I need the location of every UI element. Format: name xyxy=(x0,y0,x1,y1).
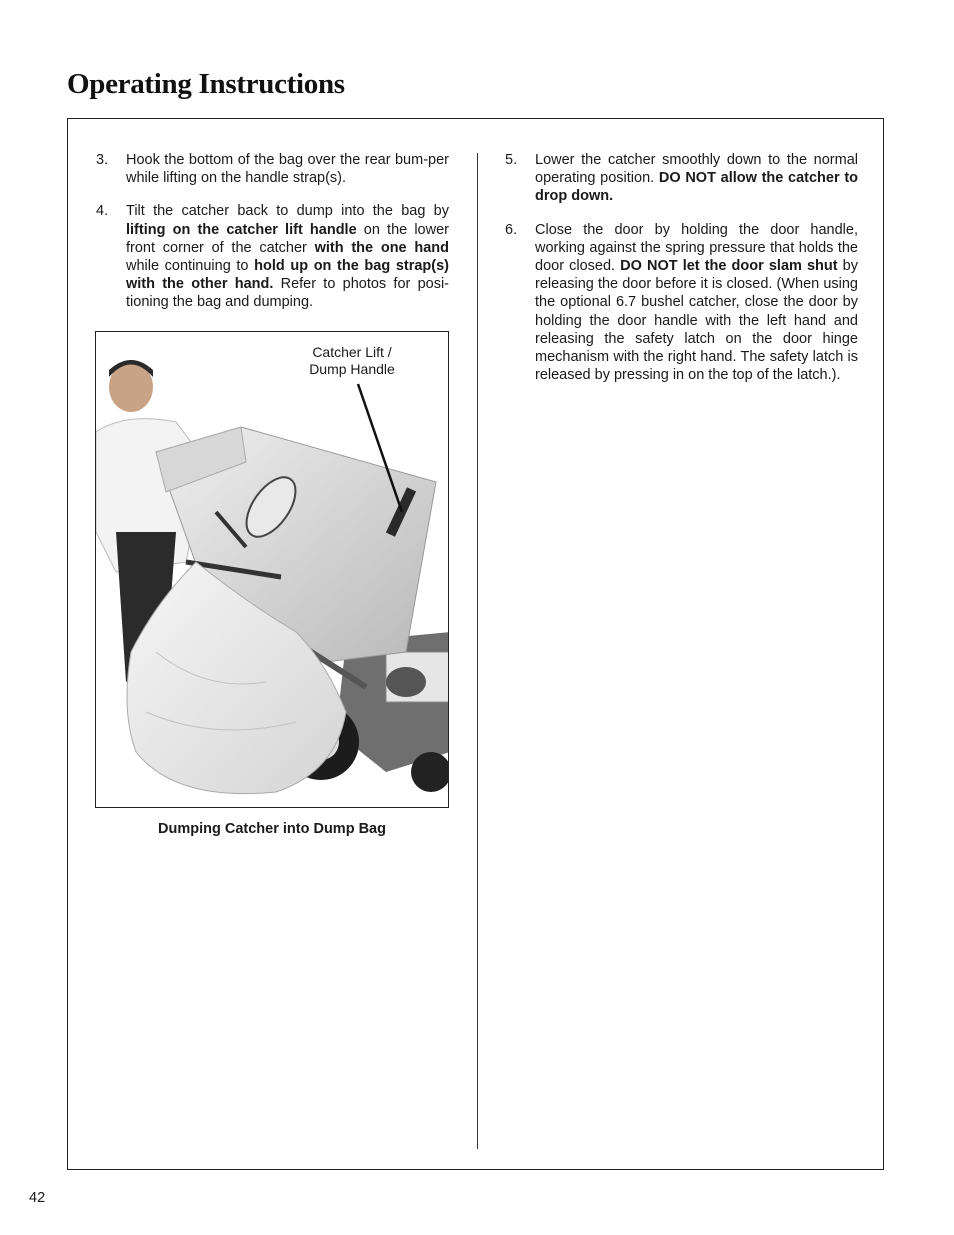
step-3 xyxy=(96,151,449,187)
step-text xyxy=(126,151,449,187)
step-5 xyxy=(505,151,858,206)
left-column-steps xyxy=(96,151,449,327)
step-text-bold: hold up on the bag strap(s) with the other hand. xyxy=(126,258,449,293)
callout-line-2: Dump Handle xyxy=(309,361,395,377)
step-text xyxy=(535,221,858,385)
step-4 xyxy=(96,202,449,311)
step-text-bold: lifting on the catcher lift handle xyxy=(126,221,357,238)
step-text-bold: DO NOT let the door slam shut xyxy=(620,258,838,275)
right-column-steps xyxy=(505,151,858,399)
handle-callout-label xyxy=(290,344,414,378)
step-text-bold: DO NOT allow the catcher to drop down. xyxy=(535,170,859,205)
step-number: 6. xyxy=(505,221,518,238)
step-text-run: on the lower front corner of the catcher xyxy=(126,221,449,256)
step-text xyxy=(535,151,858,206)
figure-caption: Dumping Catcher into Dump Bag xyxy=(158,821,386,837)
step-text-run: while continuing to xyxy=(126,258,255,275)
step-text-bold: with the one hand xyxy=(314,239,450,256)
step-6 xyxy=(505,221,858,385)
step-number: 5. xyxy=(505,152,518,168)
photo-illustration xyxy=(96,332,449,808)
step-text xyxy=(126,202,449,311)
step-text-run: Tilt the catcher back to dump into the bag by xyxy=(126,203,449,220)
column-divider xyxy=(477,153,478,1149)
catcher-dumping-photo xyxy=(95,331,449,808)
step-text-run: Hook the bottom of the bag over the rear bum-per while lifting on the handle strap(s). xyxy=(126,152,449,187)
step-text-run: by releasing the door before it is closed. (When using the optional 6.7 bushel catcher, close the door by holding the door handle with the left hand and releasing the safety latch on the door hinge mechanism with the right hand. The safety latch is released by pressing in on the top of the latch.). xyxy=(535,258,858,384)
step-text-run: Close the door by holding the door handle, working against the spring pressure that holds the door closed. xyxy=(535,221,858,275)
callout-line-1: Catcher Lift / xyxy=(312,344,392,360)
step-number: 4. xyxy=(96,203,109,220)
page-number: 42 xyxy=(29,1190,46,1206)
step-text-run: Lower the catcher smoothly down to the normal operating position. xyxy=(535,152,858,187)
page-title: Operating Instructions xyxy=(67,68,345,100)
step-number: 3. xyxy=(96,152,109,168)
step-text-run: Refer to photos for posi-tioning the bag and dumping. xyxy=(126,276,449,311)
